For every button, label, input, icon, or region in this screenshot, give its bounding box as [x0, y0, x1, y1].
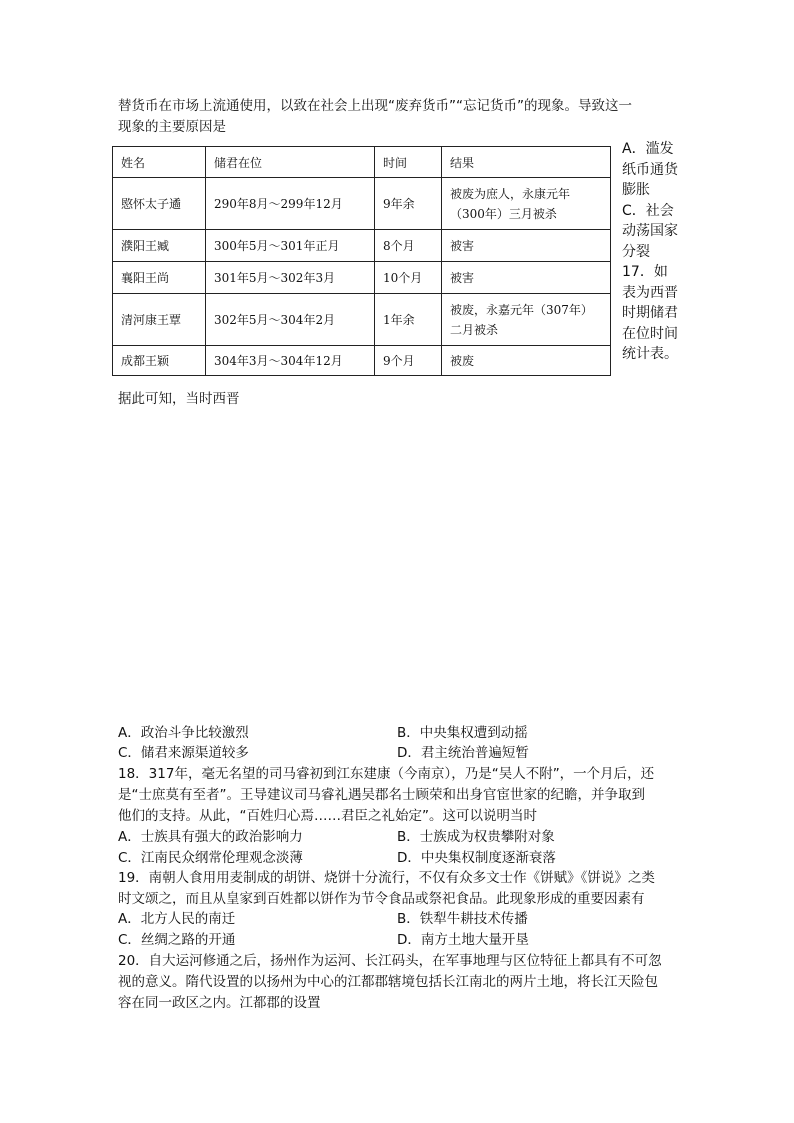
- table-header-cell: 储君在位: [206, 147, 375, 178]
- q19-line2: 时文颂之，而且从皇家到百姓都以饼作为节令食品或祭祀食品。此现象形成的重要因素有: [118, 891, 645, 907]
- table-row: [113, 230, 611, 262]
- table-cell: 被废为庶人，永康元年（300年）三月被杀: [442, 178, 611, 230]
- table-header-cell: 时间: [375, 147, 442, 178]
- q17-option-b: B．中央集权遭到动摇: [397, 725, 528, 741]
- q19-option-b: B．铁犁牛耕技术传播: [397, 911, 528, 927]
- side-column-text: [622, 139, 680, 365]
- table-cell: 1年余: [375, 294, 442, 346]
- reign-table: [112, 146, 611, 376]
- q17-option-c: C．储君来源渠道较多: [118, 745, 249, 761]
- table-cell: 成都王颖: [113, 346, 206, 376]
- q20-line3: 容在同一政区之内。江都郡的设置: [118, 995, 321, 1011]
- table-cell: 302年5月～304年2月: [206, 294, 375, 346]
- table-cell: 被害: [442, 230, 611, 262]
- q20-line1: 20．自大运河修通之后，扬州作为运河、长江码头，在军事地理与区位特征上都具有不可忽: [118, 953, 662, 969]
- q19-line1: 19．南朝人食用用麦制成的胡饼、烧饼十分流行，不仅有众多文士作《饼赋》《饼说》之类: [118, 870, 655, 886]
- table-cell: 9年余: [375, 178, 442, 230]
- table-row: [113, 262, 611, 294]
- q17-option-d: D．君主统治普遍短暂: [397, 745, 529, 761]
- q18-line2: 是“士庶莫有至者”。王导建议司马睿礼遇吴郡名士顾荣和出身官宦世家的纪瞻，并争取到: [118, 787, 645, 803]
- q19-option-d: D．南方土地大量开垦: [397, 932, 529, 948]
- table-cell: 301年5月～302年3月: [206, 262, 375, 294]
- table-cell: 愍怀太子遹: [113, 178, 206, 230]
- table-cell: 10个月: [375, 262, 442, 294]
- q16-option-a: A．滥发纸币通货膨胀: [622, 141, 678, 198]
- q18-option-b: B．士族成为权贵攀附对象: [397, 829, 555, 845]
- table-header-row: [113, 147, 611, 178]
- table-cell: 被废，永嘉元年（307年）二月被杀: [442, 294, 611, 346]
- q18-line1: 18．317年，毫无名望的司马睿初到江东建康（今南京），乃是“吴人不附”，一个月后，还: [118, 766, 655, 782]
- q16-stem-line2: 现象的主要原因是: [118, 119, 226, 135]
- table-cell: 被废: [442, 346, 611, 376]
- table-cell: 290年8月～299年12月: [206, 178, 375, 230]
- q18-line3: 他们的支持。从此，“百姓归心焉……君臣之礼始定”。这可以说明当时: [118, 808, 537, 824]
- table-cell: 9个月: [375, 346, 442, 376]
- q18-option-a: A．士族具有强大的政治影响力: [118, 829, 303, 845]
- q18-option-d: D．中央集权制度逐渐衰落: [397, 850, 556, 866]
- table-cell: 清河康王覃: [113, 294, 206, 346]
- table-cell: 襄阳王尚: [113, 262, 206, 294]
- table-cell: 被害: [442, 262, 611, 294]
- table-header-cell: 结果: [442, 147, 611, 178]
- q19-option-a: A．北方人民的南迁: [118, 911, 236, 927]
- table-cell: 304年3月～304年12月: [206, 346, 375, 376]
- q20-line2: 视的意义。隋代设置的以扬州为中心的江都郡辖境包括长江南北的两片土地，将长江天险包: [118, 974, 658, 990]
- table-row: [113, 294, 611, 346]
- table-cell: 8个月: [375, 230, 442, 262]
- table-cell: 300年5月～301年正月: [206, 230, 375, 262]
- q19-option-c: C．丝绸之路的开通: [118, 932, 236, 948]
- table-row: [113, 178, 611, 230]
- q17-stem-tail: 据此可知，当时西晋: [118, 391, 240, 407]
- q18-option-c: C．江南民众纲常伦理观念淡薄: [118, 850, 303, 866]
- table-cell: 濮阳王臧: [113, 230, 206, 262]
- q16-stem-line1: 替货币在市场上流通使用，以致在社会上出现“废弃货币”“忘记货币”的现象。导致这一: [118, 98, 632, 114]
- q16-option-c: C．社会动荡国家分裂: [622, 202, 678, 260]
- q17-stem: 17．如表为西晋时期储君在位时间统计表。: [622, 264, 678, 362]
- table-row: [113, 346, 611, 376]
- table-header-cell: 姓名: [113, 147, 206, 178]
- q17-option-a: A．政治斗争比较激烈: [118, 725, 249, 741]
